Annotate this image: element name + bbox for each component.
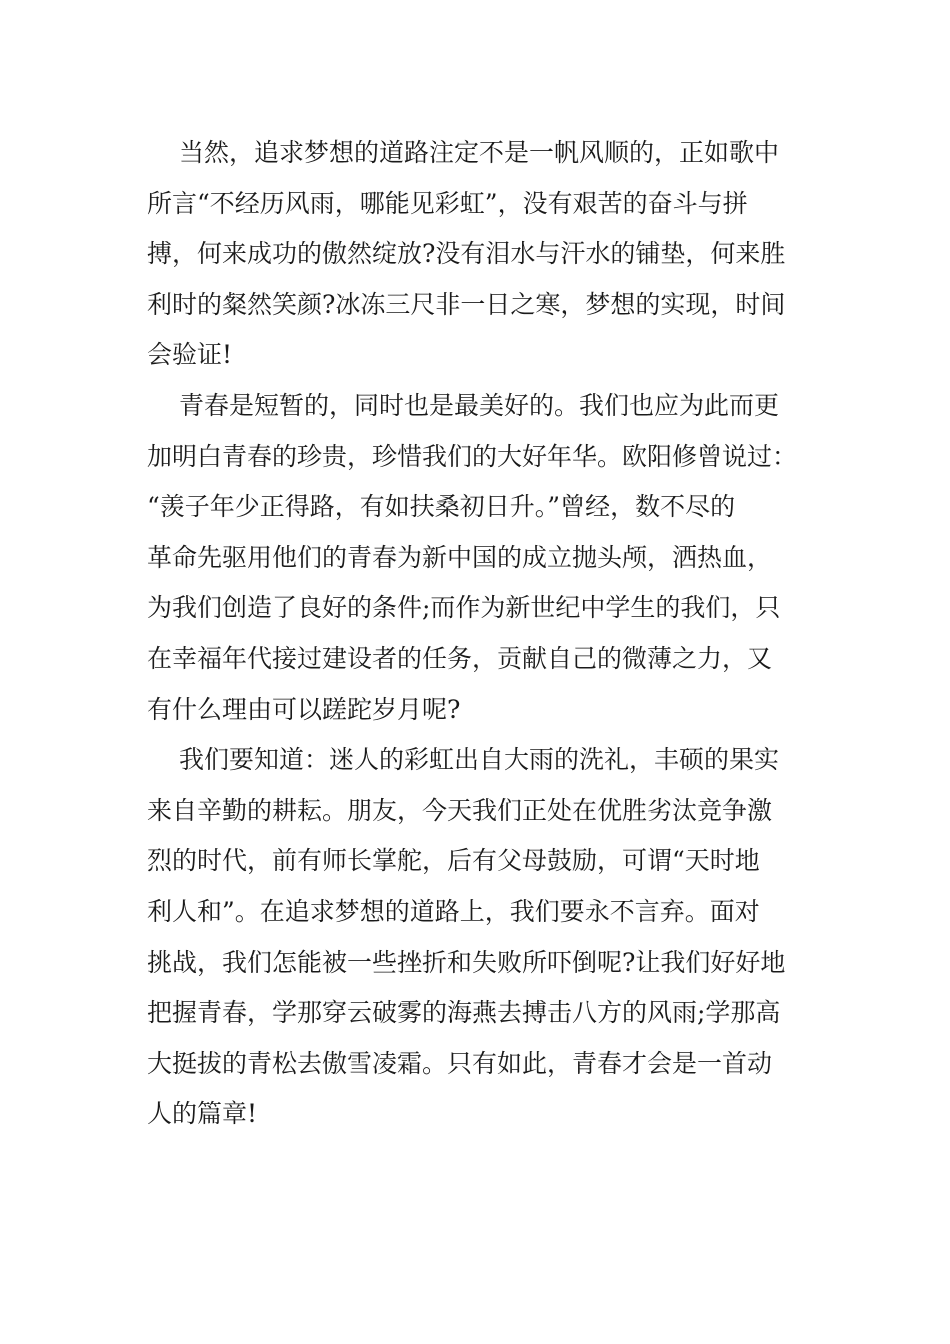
paragraph-line: 把握青春，学那穿云破雾的海燕去搏击八方的风雨;学那高 — [147, 998, 781, 1028]
paragraph-line: 烈的时代，前有师长掌舵，后有父母鼓励，可谓“天时地 — [147, 846, 760, 876]
paragraph-line: 所言“不经历风雨，哪能见彩虹”，没有艰苦的奋斗与拼 — [147, 188, 748, 218]
paragraph-line: 搏，何来成功的傲然绽放?没有泪水与汗水的铺垫，何来胜 — [147, 239, 786, 269]
paragraph-line: 有什么理由可以蹉跎岁月呢? — [147, 694, 461, 724]
paragraph-1 — [147, 128, 807, 381]
paragraph-line: 当然，追求梦想的道路注定不是一帆风顺的，正如歌中 — [179, 138, 780, 167]
paragraph-line: 在幸福年代接过建设者的任务，贡献自己的微薄之力，又 — [147, 643, 773, 673]
paragraph-line: 人的篇章! — [147, 1099, 258, 1129]
paragraph-line: 利人和”。在追求梦想的道路上，我们要永不言弃。面对 — [147, 896, 760, 926]
paragraph-2 — [147, 381, 807, 735]
paragraph-line: 会验证! — [147, 340, 233, 370]
paragraph-3 — [147, 735, 807, 1140]
paragraph-line: 来自辛勤的耕耘。朋友，今天我们正处在优胜劣汰竞争激 — [147, 795, 773, 825]
paragraph-line: 青春是短暂的，同时也是最美好的。我们也应为此而更 — [179, 390, 780, 420]
paragraph-line: 利时的粲然笑颜?冰冻三尺非一日之寒，梦想的实现，时间 — [147, 289, 786, 319]
paragraph-line: 加明白青春的珍贵，珍惜我们的大好年华。欧阳修曾说过： — [147, 441, 798, 471]
paragraph-line: 挑战，我们怎能被一些挫折和失败所吓倒呢?让我们好好地 — [147, 947, 786, 977]
document-body — [147, 128, 807, 1140]
paragraph-line: 为我们创造了良好的条件;而作为新世纪中学生的我们，只 — [147, 593, 781, 623]
paragraph-line: 革命先驱用他们的青春为新中国的成立抛头颅，洒热血， — [147, 542, 773, 572]
paragraph-line: “羡子年少正得路，有如扶桑初日升。”曾经，数不尽的 — [147, 492, 736, 522]
paragraph-line: 我们要知道：迷人的彩虹出自大雨的洗礼，丰硕的果实 — [179, 745, 780, 775]
paragraph-line: 大挺拔的青松去傲雪凌霜。只有如此，青春才会是一首动 — [147, 1048, 773, 1078]
